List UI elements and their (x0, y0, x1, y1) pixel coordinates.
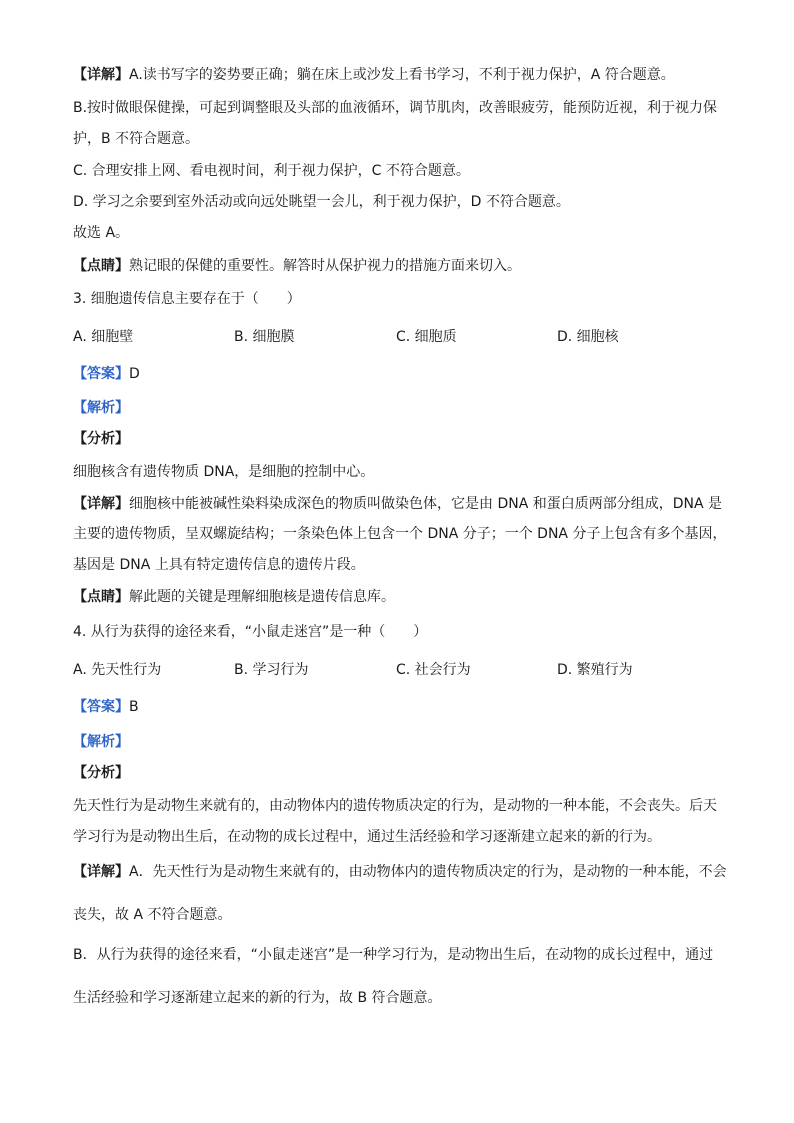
point-paragraph (73, 256, 733, 276)
q3-option-b: B. 细胞膜 (234, 329, 295, 345)
q3-option-d: D. 细胞核 (557, 329, 619, 345)
q4-fenxi-heading (73, 763, 733, 783)
q4-analysis-line: 学习行为是动物出生后，在动物的成长过程中，通过生活经验和学习逐渐建立起来的新的行为。 (73, 829, 661, 845)
q3-analysis-text: 细胞核含有遗传物质 DNA，是细胞的控制中心。 (73, 464, 375, 480)
q4-option-b: B. 学习行为 (234, 662, 309, 678)
analysis-tag: 【解析】 (73, 400, 129, 416)
detail-text: 细胞核中能被碱性染料染成深色的物质叫做染色体，它是由 DNA 和蛋白质两部分组成，DNA 是 (129, 496, 723, 512)
q4-analysis-heading (73, 732, 733, 752)
q4-analysis-line: 先天性行为是动物生来就有的，由动物体内的遗传物质决定的行为，是动物的一种本能，不会丧失。后天 (73, 798, 717, 814)
q4-detail-line: 丧失，故 A 不符合题意。 (73, 907, 232, 923)
q4-detail-line: B．从行为获得的途径来看，“小鼠走迷宫”是一种学习行为，是动物出生后，在动物的成长过程中，通过 (73, 947, 714, 963)
q4-detail-paragraph (73, 862, 733, 882)
point-text: 解此题的关键是理解细胞核是遗传信息库。 (129, 589, 395, 605)
analysis-tag: 【解析】 (73, 734, 129, 750)
q3-detail-line: 基因是 DNA 上具有特定遗传信息的遗传片段。 (73, 557, 365, 573)
point-tag: 【点睛】 (73, 258, 129, 274)
detail-tag: 【详解】 (73, 496, 129, 512)
q4-option-d: D. 繁殖行为 (557, 662, 633, 678)
detail-line: D. 学习之余要到室外活动或向远处眺望一会儿，利于视力保护，D 不符合题意。 (73, 194, 570, 210)
q3-option-c: C. 细胞质 (396, 329, 457, 345)
detail-text: A.读书写字的姿势要正确；躺在床上或沙发上看书学习，不利于视力保护，A 符合题意。 (129, 67, 675, 83)
point-tag: 【点睛】 (73, 589, 129, 605)
detail-tag: 【详解】 (73, 864, 129, 880)
detail-line: B.按时做眼保健操，可起到调整眼及头部的血液循环，调节肌肉，改善眼疲劳，能预防近视，利于视力保 (73, 100, 718, 116)
detail-line: C. 合理安排上网、看电视时间，利于视力保护，C 不符合题意。 (73, 163, 470, 179)
fenxi-tag: 【分析】 (73, 431, 129, 447)
q3-detail-line: 主要的遗传物质，呈双螺旋结构；一条染色体上包含一个 DNA 分子；一个 DNA 分子上包含有多个基因， (73, 526, 727, 542)
detail-tag: 【详解】 (73, 67, 129, 83)
q4-option-a: A. 先天性行为 (73, 662, 162, 678)
detail-text: A．先天性行为是动物生来就有的，由动物体内的遗传物质决定的行为，是动物的一种本能，不会 (129, 864, 727, 880)
q4-option-c: C. 社会行为 (396, 662, 471, 678)
question-3-stem: 3. 细胞遗传信息主要存在于（ ） (73, 291, 301, 307)
detail-line: 护，B 不符合题意。 (73, 131, 200, 147)
point-text: 熟记眼的保健的重要性。解答时从保护视力的措施方面来切入。 (129, 258, 521, 274)
q3-detail-paragraph (73, 494, 733, 514)
answer-value: B (129, 699, 139, 715)
q4-answer (73, 697, 733, 717)
q3-fenxi-heading (73, 429, 733, 449)
q3-analysis-heading (73, 398, 733, 418)
conclusion-line: 故选 A。 (73, 225, 130, 241)
q3-point-paragraph (73, 587, 733, 607)
q4-detail-line: 生活经验和学习逐渐建立起来的新的行为，故 B 符合题意。 (73, 990, 442, 1006)
q3-answer (73, 364, 733, 384)
detail-paragraph (73, 65, 733, 85)
q3-option-a: A. 细胞壁 (73, 329, 134, 345)
answer-tag: 【答案】 (73, 699, 129, 715)
question-4-stem: 4. 从行为获得的途径来看，“小鼠走迷宫”是一种（ ） (73, 624, 428, 640)
answer-value: D (129, 366, 140, 382)
fenxi-tag: 【分析】 (73, 765, 129, 781)
answer-tag: 【答案】 (73, 366, 129, 382)
